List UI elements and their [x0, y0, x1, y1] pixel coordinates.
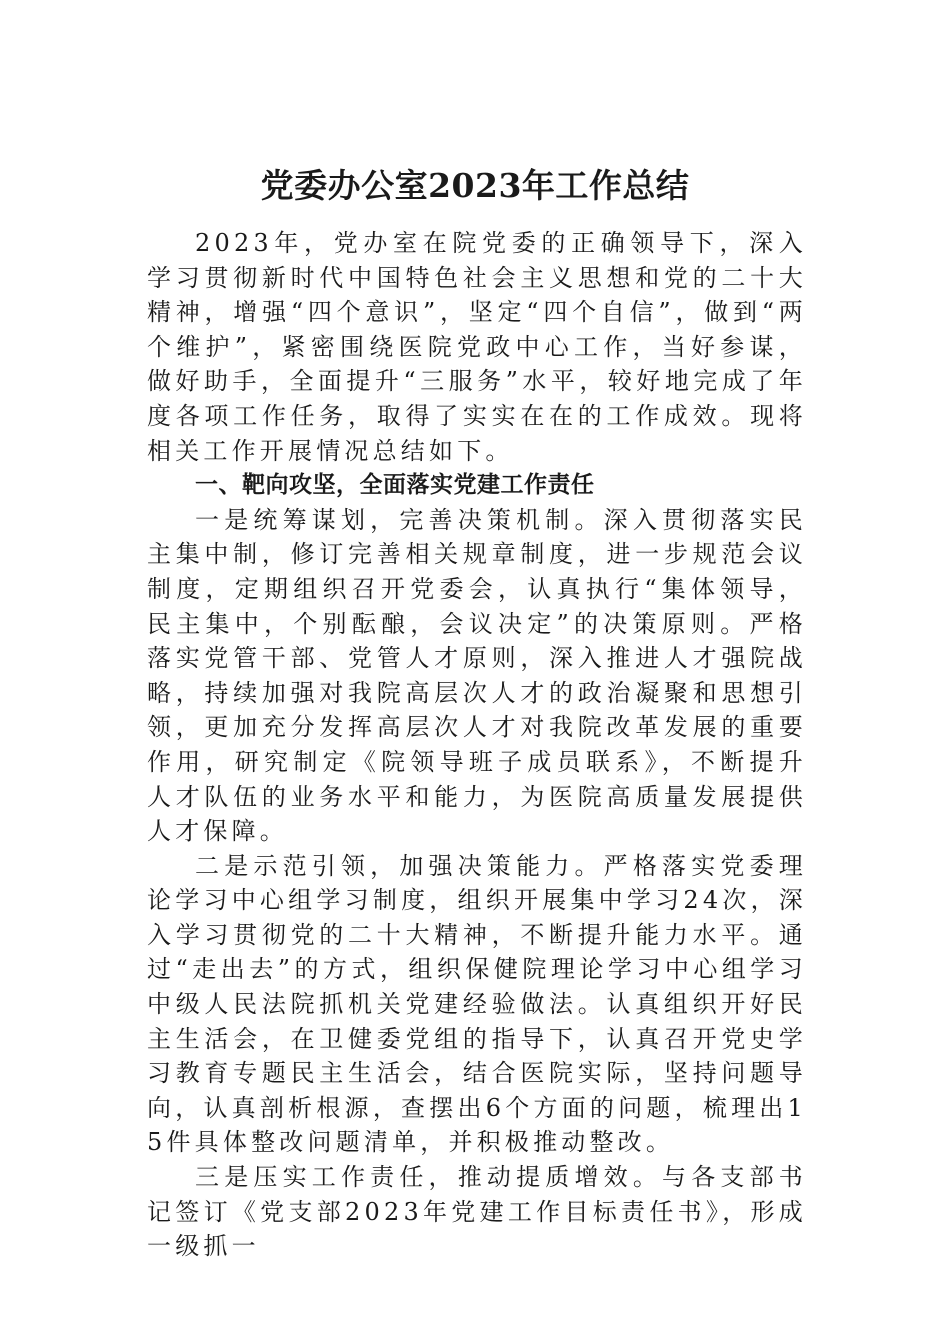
section1-paragraph-1: 一是统筹谋划，完善决策机制。深入贯彻落实民主集中制，修订完善相关规章制度，进一步规范会议制度，定期组织召开党委会，认真执行“集体领导，民主集中，个别酝酿，会议决定”的决策原则。严格落实党管干部、党管人才原则，深入推进人才强院战略，持续加强对我院高层次人才的政治凝聚和思想引领，更加充分发挥高层次人才对我院改革发展的重要作用，研究制定《院领导班子成员联系》，不断提升人才队伍的业务水平和能力，为医院高质量发展提供人才保障。 [147, 505, 807, 846]
section-heading-1: 一、靶向攻坚，全面落实党建工作责任 [195, 472, 595, 499]
intro-paragraph: 2023年，党办室在院党委的正确领导下，深入学习贯彻新时代中国特色社会主义思想和党的二十大精神，增强“四个意识”，坚定“四个自信”，做到“两个维护”，紧密围绕医院党政中心工作，当好参谋，做好助手，全面提升“三服务”水平，较好地完成了年度各项工作任务，取得了实实在在的工作成效。现将相关工作开展情况总结如下。 [147, 229, 807, 465]
section1-paragraph-3: 三是压实工作责任，推动提质增效。与各支部书记签订《党支部2023年党建工作目标责任书》，形成一级抓一 [147, 1163, 807, 1261]
document-body [147, 226, 807, 1264]
document-title: 党委办公室2023年工作总结 [260, 166, 690, 205]
section1-paragraph-2: 二是示范引领，加强决策能力。严格落实党委理论学习中心组学习制度，组织开展集中学习24次，深入学习贯彻党的二十大精神，不断提升能力水平。通过“走出去”的方式，组织保健院理论学习中心组学习中级人民法院抓机关党建经验做法。认真组织开好民主生活会，在卫健委党组的指导下，认真召开党史学习教育专题民主生活会，结合医院实际，坚持问题导向，认真剖析根源，查摆出6个方面的问题，梳理出15件具体整改问题清单，并积极推动整改。 [147, 851, 807, 1157]
